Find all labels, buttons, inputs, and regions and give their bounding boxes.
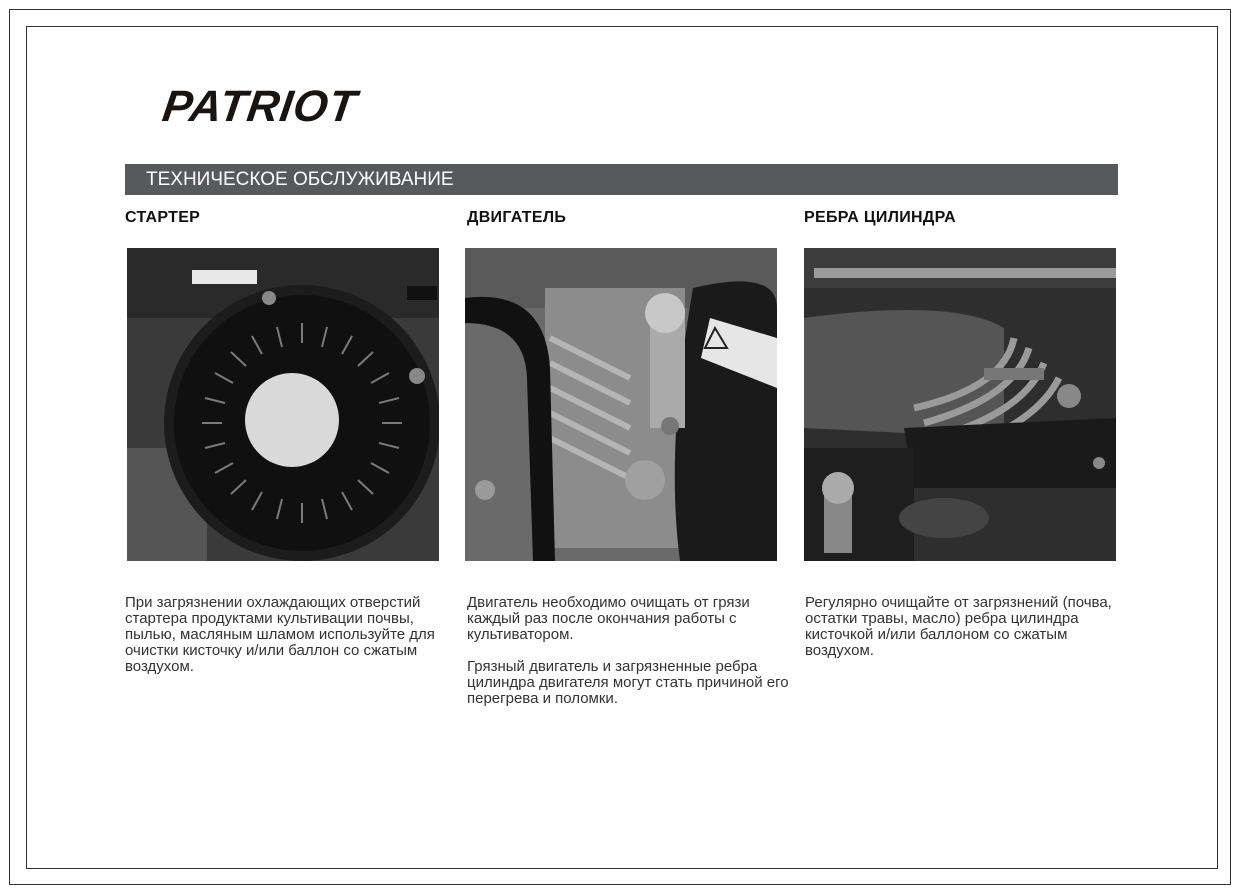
heading-cylinder-fins: РЕБРА ЦИЛИНДРА [804, 209, 956, 226]
engine-paragraph-2: Грязный двигатель и загрязненные ребра цилиндра двигателя могут стать причиной его перегрева и поломки. [467, 658, 789, 707]
cylinder-fins-paragraph: Регулярно очищайте от загрязнений (почва, остатки травы, масло) ребра цилиндра кисточкой и/или баллоном со сжатым воздухом. [805, 594, 1112, 659]
starter-paragraph: При загрязнении охлаждающих отверстий стартера продуктами культивации почвы, пылью, масляным шламом используйте для очистки кисточку и/или баллон со сжатым воздухом. [125, 594, 435, 675]
engine-description [467, 595, 797, 707]
heading-starter: СТАРТЕР [125, 209, 201, 226]
starter-photo [127, 248, 439, 561]
section-title: ТЕХНИЧЕСКОЕ ОБСЛУЖИВАНИЕ [146, 169, 454, 190]
starter-description [125, 595, 455, 675]
cylinder-fins-photo [804, 248, 1116, 561]
engine-photo [465, 248, 777, 561]
engine-paragraph-1: Двигатель необходимо очищать от грязи каждый раз после окончания работы с культиватором. [467, 594, 750, 643]
cylinder-fins-description [805, 595, 1135, 659]
patriot-logo: PATRIOT [159, 82, 361, 131]
section-header-bar [125, 164, 1118, 195]
heading-engine: ДВИГАТЕЛЬ [467, 209, 567, 226]
